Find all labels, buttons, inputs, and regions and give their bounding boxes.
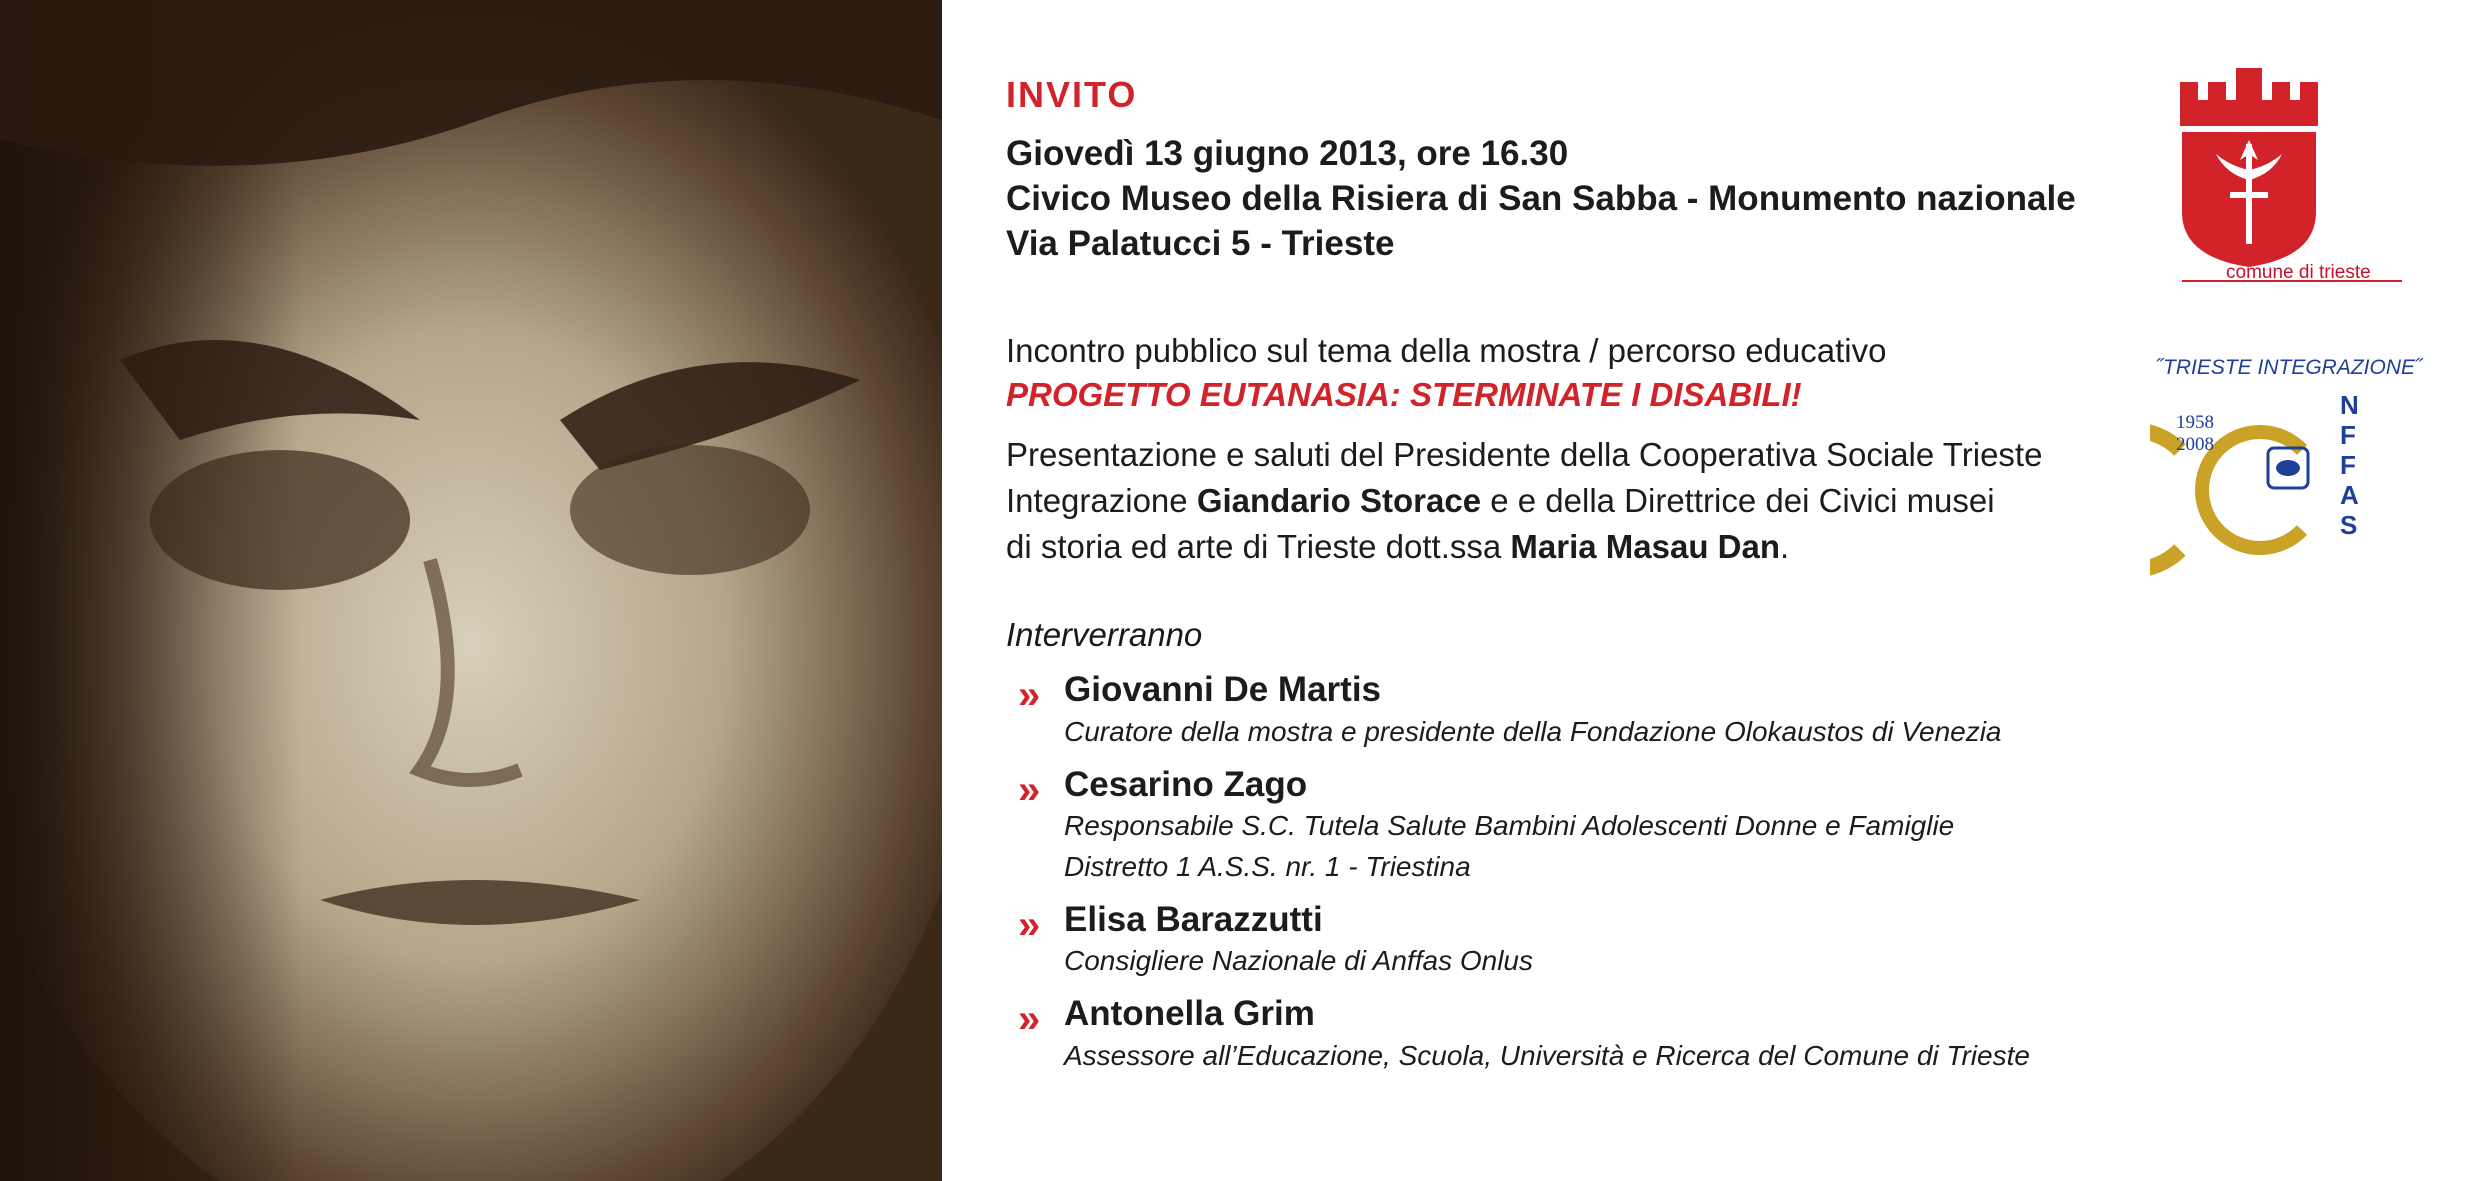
presentation-line-2 bbox=[1006, 482, 1995, 520]
anffas-letter: A bbox=[2340, 480, 2359, 510]
project-title: PROGETTO EUTANASIA: STERMINATE I DISABILI! bbox=[1006, 376, 1802, 413]
event-venue: Civico Museo della Risiera di San Sabba - Monumento nazionale bbox=[1006, 179, 2076, 218]
speaker-name: Giovanni De Martis bbox=[1064, 670, 1382, 709]
anffas-letter: S bbox=[2340, 510, 2358, 540]
presentation-line-1: Presentazione e saluti del Presidente della Cooperativa Sociale Trieste bbox=[1006, 436, 2043, 473]
bullet-icon: » bbox=[1018, 768, 1041, 812]
speaker-role-line-2: Distretto 1 A.S.S. nr. 1 - Triestina bbox=[1064, 851, 1471, 882]
portrait-photo bbox=[0, 0, 942, 1181]
anffas-letter: F bbox=[2340, 450, 2356, 480]
event-address: Via Palatucci 5 - Trieste bbox=[1006, 224, 1395, 263]
p3-text: di storia ed arte di Trieste dott.ssa bbox=[1006, 528, 1511, 565]
trieste-integrazione-label: ˝TRIESTE INTEGRAZIONE˝ bbox=[2156, 356, 2423, 379]
year-end: 2008 bbox=[2176, 434, 2214, 455]
speaker-name: Antonella Grim bbox=[1064, 994, 1315, 1033]
event-date: Giovedì 13 giugno 2013, ore 16.30 bbox=[1006, 134, 1569, 173]
invito-heading: INVITO bbox=[1006, 74, 1138, 115]
speaker-role: Curatore della mostra e presidente della Fondazione Olokaustos di Venezia bbox=[1064, 716, 2002, 747]
bullet-icon: » bbox=[1018, 673, 1041, 717]
bullet-icon: » bbox=[1018, 903, 1041, 947]
presentation-line-3 bbox=[1006, 528, 1789, 566]
speaker-name: Cesarino Zago bbox=[1064, 765, 1308, 804]
intro-line: Incontro pubblico sul tema della mostra / percorso educativo bbox=[1006, 332, 1887, 369]
year-start: 1958 bbox=[2176, 412, 2214, 433]
p2-text-after: e e della Direttrice dei Civici musei bbox=[1481, 482, 1995, 519]
comune-di-trieste-logo bbox=[2170, 62, 2410, 292]
bullet-icon: » bbox=[1018, 997, 1041, 1041]
p2-text: Integrazione bbox=[1006, 482, 1197, 519]
director-name: Maria Masau Dan bbox=[1510, 528, 1781, 565]
anffas-letter: N bbox=[2340, 390, 2359, 420]
speaker-role: Assessore all’Educazione, Scuola, Università e Ricerca del Comune di Trieste bbox=[1064, 1040, 2030, 1071]
speaker-role: Responsabile S.C. Tutela Salute Bambini Adolescenti Donne e Famiglie bbox=[1064, 810, 1955, 841]
p3-text-after: . bbox=[1780, 528, 1790, 565]
president-name: Giandario Storace bbox=[1196, 482, 1482, 519]
speaker-role: Consigliere Nazionale di Anffas Onlus bbox=[1064, 945, 1533, 976]
anffas-letter: F bbox=[2340, 420, 2356, 450]
speaker-name: Elisa Barazzutti bbox=[1064, 900, 1323, 939]
comune-label: comune di trieste bbox=[2226, 262, 2371, 283]
speakers-heading: Interverranno bbox=[1006, 616, 1203, 653]
